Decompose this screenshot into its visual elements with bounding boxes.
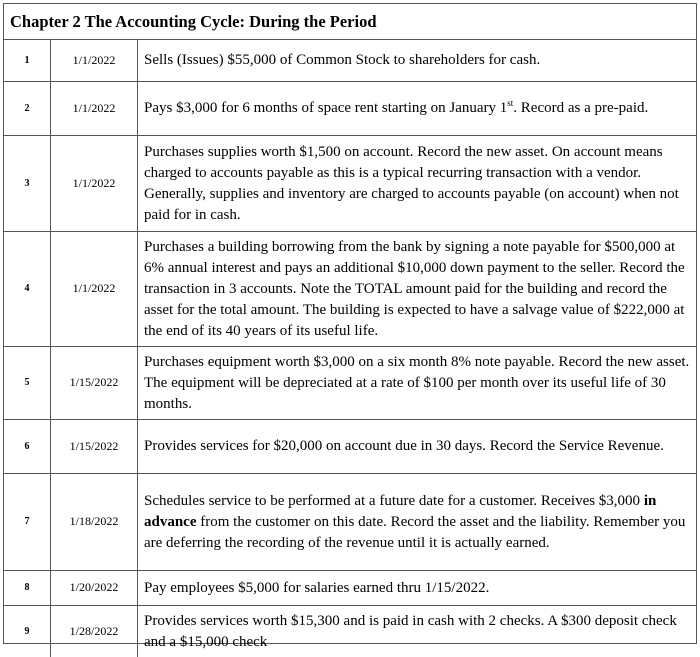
row-date: 1/18/2022 bbox=[51, 473, 138, 570]
description-text: Purchases a building borrowing from the bank by signing a note payable for $500,000 at 6% annual interest and pays an additional $10,000 down payment to the seller. Record the transaction in 3 accounts. Note the TOTAL amount paid for the building and record the asset for the total amount. The building is expected to have a salvage value of $222,000 at the end of its 40 years of its useful life. bbox=[144, 238, 685, 339]
table-row bbox=[4, 81, 696, 135]
row-date: 1/1/2022 bbox=[51, 231, 138, 346]
row-date: 1/1/2022 bbox=[51, 40, 138, 81]
document bbox=[3, 3, 697, 650]
row-description bbox=[138, 135, 697, 231]
superscript-text: st bbox=[507, 98, 514, 108]
table-row bbox=[4, 419, 696, 473]
description-text: Pays $3,000 for 6 months of space rent starting on January 1 bbox=[144, 100, 508, 116]
row-date: 1/15/2022 bbox=[51, 346, 138, 419]
table-row bbox=[4, 605, 696, 657]
row-description bbox=[138, 473, 697, 570]
description-text: Provides services for $20,000 on account due in 30 days. Record the Service Revenue. bbox=[144, 438, 664, 454]
bold-text: in advance bbox=[144, 492, 657, 530]
table-row bbox=[4, 346, 696, 419]
description-text: Schedules service to be performed at a future date for a customer. Receives $3,000 bbox=[144, 492, 644, 509]
row-description bbox=[138, 40, 697, 81]
transactions-table bbox=[4, 40, 696, 657]
row-description bbox=[138, 605, 697, 657]
table-row bbox=[4, 473, 696, 570]
description-text: from the customer on this date. Record the asset and the liability. Remember you are deferring the recording of the revenue until it is actually earned. bbox=[144, 513, 686, 551]
table-row bbox=[4, 570, 696, 605]
row-number: 4 bbox=[4, 231, 51, 346]
row-date: 1/28/2022 bbox=[51, 605, 138, 657]
description-text: Provides services worth $15,300 and is paid in cash with 2 checks. A $300 deposit check and a $15,000 check bbox=[144, 612, 677, 650]
row-description bbox=[138, 346, 697, 419]
row-number: 9 bbox=[4, 605, 51, 657]
description-text: Sells (Issues) $55,000 of Common Stock to shareholders for cash. bbox=[144, 52, 541, 69]
description-text: Purchases equipment worth $3,000 on a six month 8% note payable. Record the new asset. The equipment will be depreciated at a rate of $100 per month over its useful life of 30 months. bbox=[144, 353, 690, 412]
description-text: . Record as a pre-paid. bbox=[513, 100, 649, 116]
row-number: 8 bbox=[4, 570, 51, 605]
row-date: 1/20/2022 bbox=[51, 570, 138, 605]
row-date: 1/1/2022 bbox=[51, 81, 138, 135]
row-description bbox=[138, 231, 697, 346]
row-number: 7 bbox=[4, 473, 51, 570]
row-number: 1 bbox=[4, 40, 51, 81]
row-number: 3 bbox=[4, 135, 51, 231]
page-title: Chapter 2 The Accounting Cycle: During the Period bbox=[4, 4, 696, 40]
row-date: 1/15/2022 bbox=[51, 419, 138, 473]
description-text: Pay employees $5,000 for salaries earned thru 1/15/2022. bbox=[144, 579, 490, 596]
row-description bbox=[138, 570, 697, 605]
table-row bbox=[4, 135, 696, 231]
row-date: 1/1/2022 bbox=[51, 135, 138, 231]
table-row bbox=[4, 40, 696, 81]
row-description bbox=[138, 81, 697, 135]
description-text: Purchases supplies worth $1,500 on account. Record the new asset. On account means charged to accounts payable as this is a typical recurring transaction with a vendor. Generally, supplies and inventory are charged to accounts payable (on account) when not paid for in cash. bbox=[144, 143, 679, 223]
row-number: 5 bbox=[4, 346, 51, 419]
table-row bbox=[4, 231, 696, 346]
row-number: 2 bbox=[4, 81, 51, 135]
row-number: 6 bbox=[4, 419, 51, 473]
row-description bbox=[138, 419, 697, 473]
